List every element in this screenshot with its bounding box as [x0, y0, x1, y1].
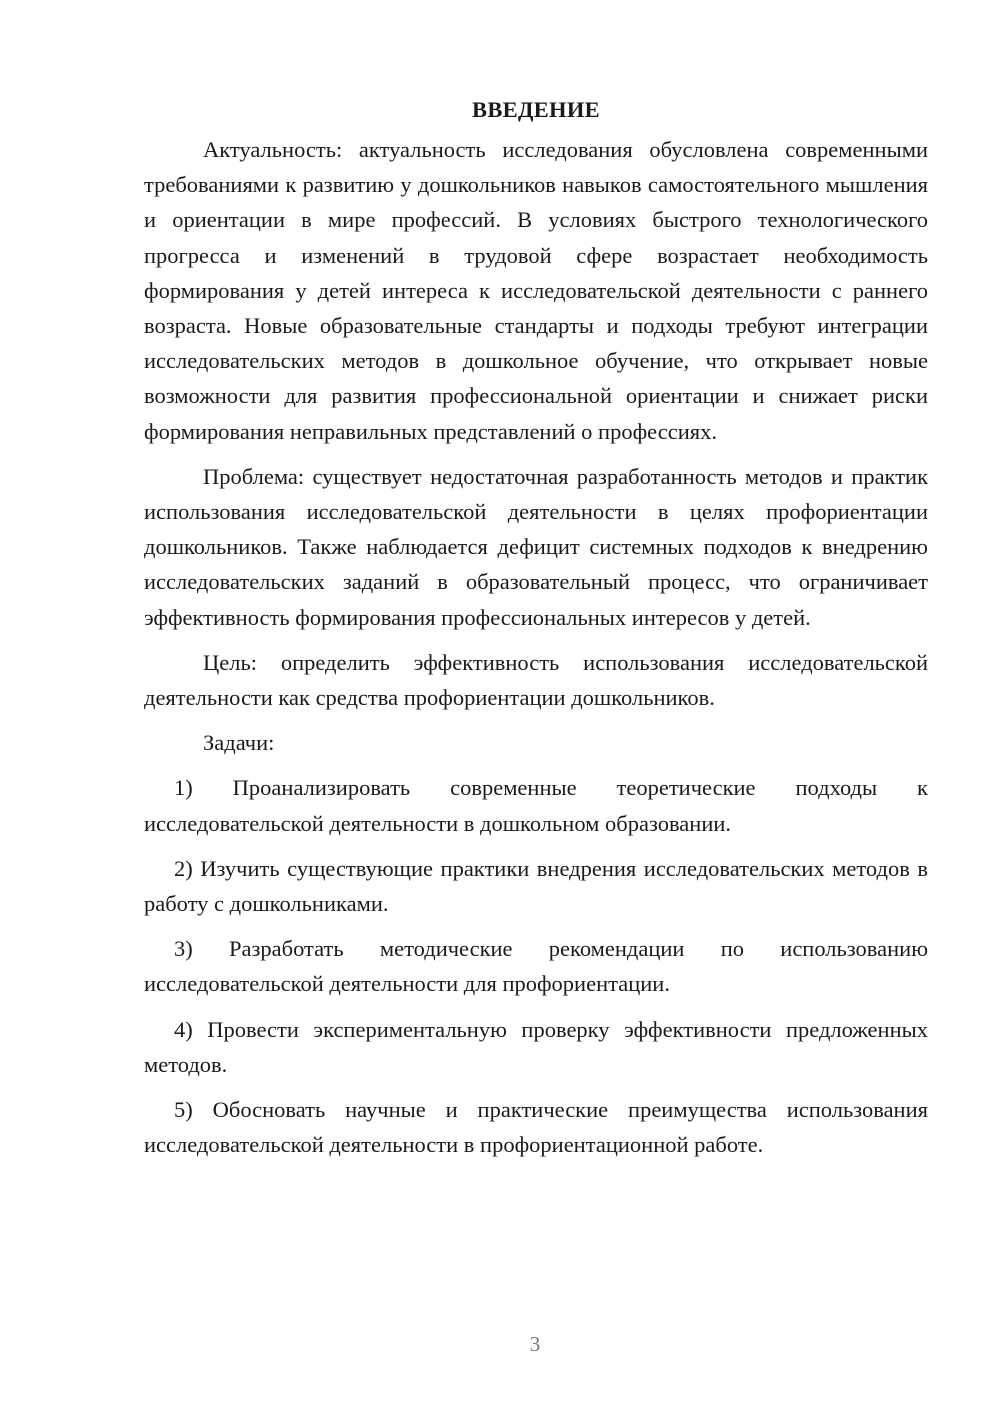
relevance-paragraph: Актуальность: актуальность исследования обусловлена современными требованиями к развитию у дошкольников навыков самостоятельного мышления и ориентации в мире профессий. В условиях быстрого технологического прогресса и изменений в трудовой сфере возрастает необходимость формирования у детей интереса к исследовательской деятельности с раннего возраста. Новые образовательные стандарты и подходы требуют интеграции исследовательских методов в дошкольное обучение, что открывает новые возможности для развития профессиональной ориентации и снижает риски формирования неправильных представлений о профессиях. — [144, 137, 928, 444]
problem-paragraph: Проблема: существует недостаточная разработанность методов и практик использования исследовательской деятельности в целях профориентации дошкольников. Также наблюдается дефицит системных подходов к внедрению исследовательских заданий в образовательный процесс, что ограничивает эффективность формирования профессиональных интересов у детей. — [144, 463, 928, 630]
tasks-heading: Задачи: — [203, 730, 275, 756]
goal-paragraph: Цель: определить эффективность использования исследовательской деятельности как средства профориентации дошкольников. — [144, 649, 928, 711]
task-item: 1) Проанализировать современные теоретические подходы к исследовательской деятельности в дошкольном образовании. — [144, 775, 928, 836]
page-content — [144, 90, 928, 1172]
task-item: 4) Провести экспериментальную проверку эффективности предложенных методов. — [144, 1016, 928, 1077]
section-title: ВВЕДЕНИЕ — [472, 97, 600, 122]
task-item: 3) Разработать методические рекомендации по использованию исследовательской деятельности для профориентации. — [144, 936, 928, 997]
task-item: 2) Изучить существующие практики внедрения исследовательских методов в работу с дошкольниками. — [144, 855, 928, 917]
page-number: 3 — [529, 1332, 541, 1356]
task-item: 5) Обосновать научные и практические преимущества использования исследовательской деятельности в профориентационной работе. — [144, 1097, 928, 1158]
tasks-list — [144, 770, 928, 1162]
